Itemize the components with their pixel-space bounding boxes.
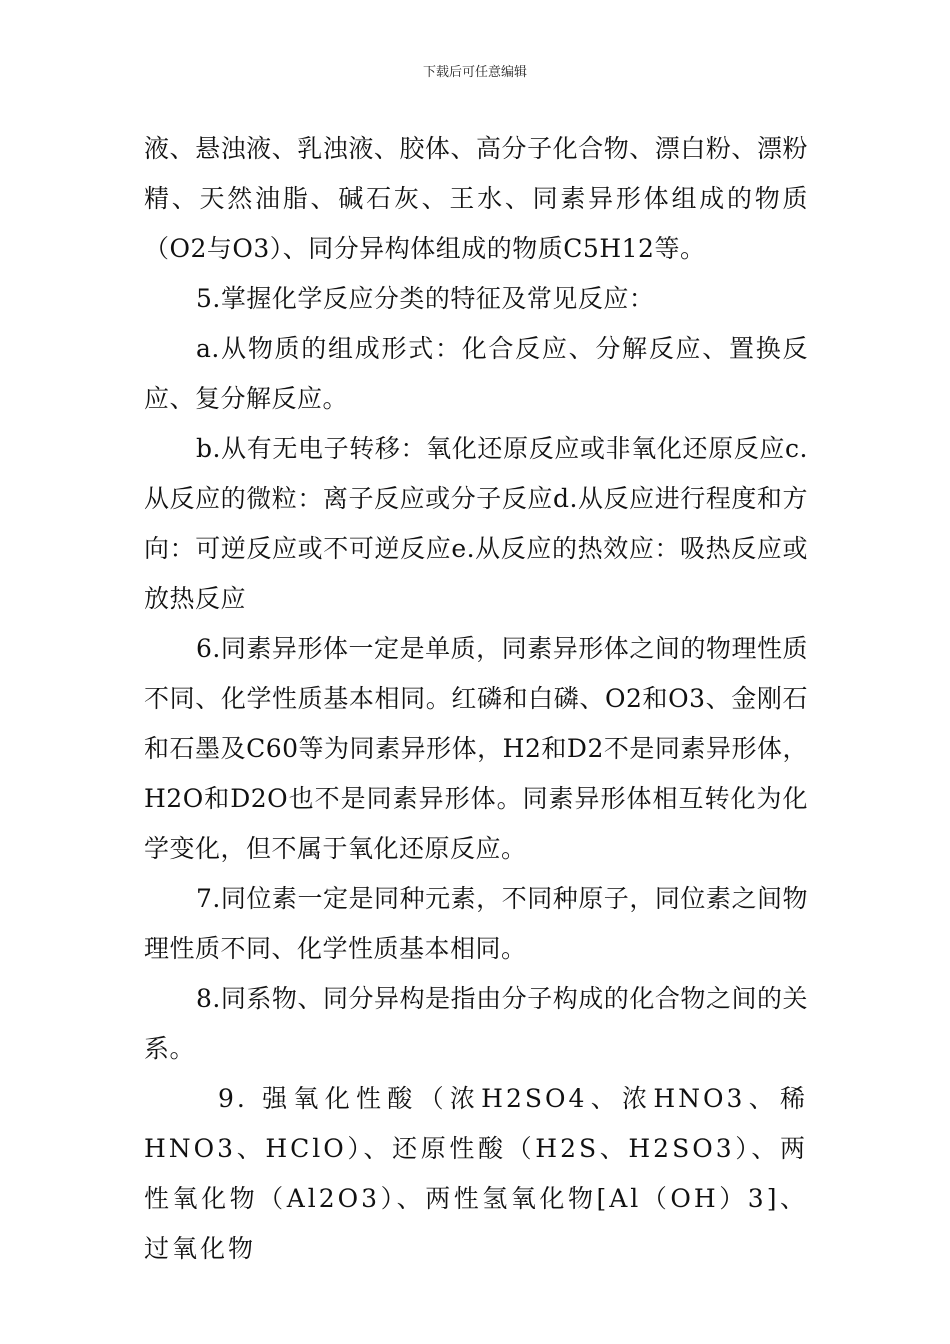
paragraph-item-6: 6.同素异形体一定是单质，同素异形体之间的物理性质不同、化学性质基本相同。红磷和白磷、O2和O3、金刚石和石墨及C60等为同素异形体，H2和D2不是同素异形体，H2O和D2O也不是同素异形体。同素异形体相互转化为化学变化，但不属于氧化还原反应。 [144, 634, 808, 863]
paragraph-item-7: 7.同位素一定是同种元素，不同种原子，同位素之间物理性质不同、化学性质基本相同。 [144, 884, 808, 963]
document-body [144, 124, 808, 1274]
paragraph-item-5a: a.从物质的组成形式：化合反应、分解反应、置换反应、复分解反应。 [144, 334, 808, 413]
page-header: 下载后可任意编辑 [422, 65, 527, 80]
paragraph-item-9: 9. 强氧化性酸（浓H2SO4、浓HNO3、稀HNO3、HClO）、还原性酸（H2S、H2SO3）、两性氧化物（Al2O3）、两性氢氧化物[Al（OH）3]、过氧化物 [144, 1084, 808, 1263]
paragraph-item-5b-to-5e: b.从有无电子转移：氧化还原反应或非氧化还原反应c.从反应的微粒：离子反应或分子反应d.从反应进行程度和方向：可逆反应或不可逆反应e.从反应的热效应：吸热反应或放热反应 [144, 434, 808, 613]
paragraph-item-8: 8.同系物、同分异构是指由分子构成的化合物之间的关系。 [144, 984, 808, 1063]
paragraph-item-5: 5.掌握化学反应分类的特征及常见反应： [196, 284, 655, 313]
paragraph-mixtures-continued: 液、悬浊液、乳浊液、胶体、高分子化合物、漂白粉、漂粉精、天然油脂、碱石灰、王水、同素异形体组成的物质（O2与O3）、同分异构体组成的物质C5H12等。 [144, 134, 808, 263]
